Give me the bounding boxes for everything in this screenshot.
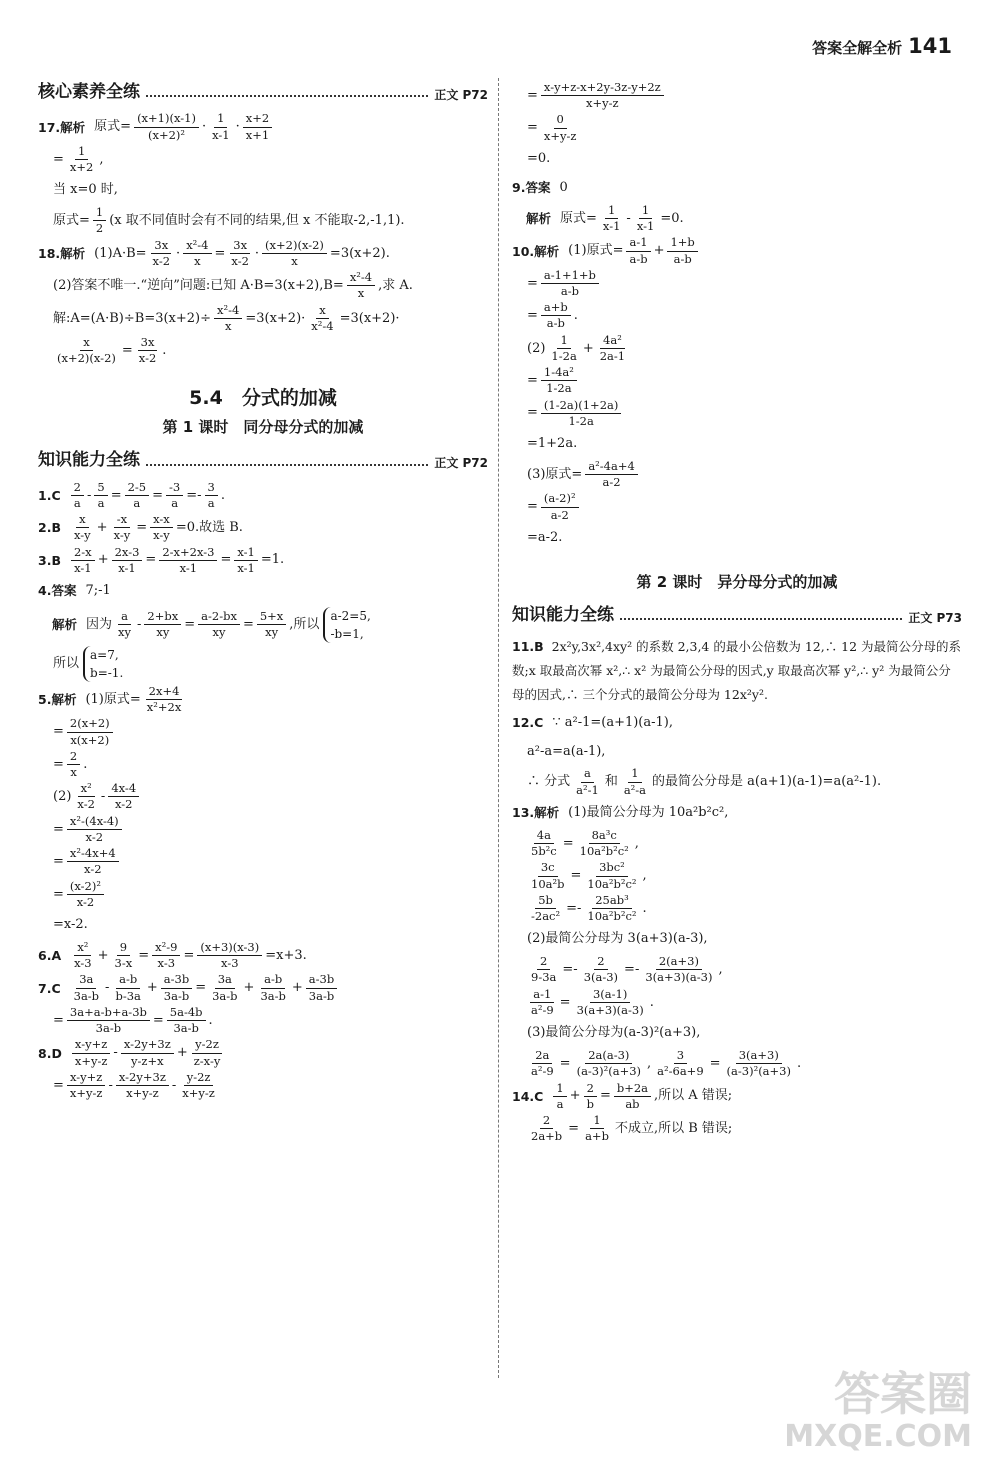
fraction: $\frac{2+bx}{xy}$ [144,610,181,639]
fraction: $\frac{x}{x-y}$ [73,512,91,543]
lesson-title-2: 第 2 课时 异分母分式的加减 [636,572,838,591]
left-column [38,78,488,1103]
answer-7: 7.C $\frac{3a}{3a-b}$ - $\frac{a-b}{b-3a}$ + $\frac{a-3b}{3a-b}$ = $\frac{3a}{3a-b}$ + $\frac{a-b}{3a-b}$ + $\frac{a-3b}{3a-b}$ = $\frac{3a+a-b+a-3b}{3a-b}$ = $\frac{5a-4b}{3a-b}$ . [38,973,488,1035]
fraction: $\frac{5b}{\text{-2ac²}}$ [531,892,561,923]
fraction: $\frac{\text{(x-2)²}}{x-2}$ [67,880,104,909]
fraction: $\frac{\text{8a³c}}{\text{10a²b²c²}}$ [579,827,629,859]
fraction: $\frac{0}{x+y-z}$ [543,112,577,143]
fraction: $\frac{a-b}{3a-b}$ [260,972,286,1003]
answer-13: 13.解析 (1)最简公分母为 10a²b²c², $\frac{4a}{\text{5b²c}}$ = $\frac{\text{8a³c}}{\text{10a²b²c²}}$ , $\frac{3c}{\text{10a²b}}$ = $\frac{\text{3bc²}}{\text{10a²b²c²}}$ , $\frac{5b}{\text{-2ac²}}$ =- $\frac{\text{25ab³}}{\text{10a²b²c²}}$ . (2)最简公分母为 3(a+3)(a-3), $\frac{2}{9-3a}$ =- $\frac{2}{3(a-3)}$ =- $\frac{2(a+3)}{3(a+3)(a-3)}$ , $\frac{a-1}{\text{a²-9}}$ = $\frac{3(a-1)}{3(a+3)(a-3)}$ . (3)最简公分母为(a-3)²(a+3), $\frac{2a}{\text{a²-9}}$ = $\frac{2a(a-3)}{\text{(a-3)²(a+3)}}$ , $\frac{3}{\text{a²-6a+9}}$ = $\frac{3(a+3)}{\text{(a-3)²(a+3)}}$ . [512,805,802,1079]
answer-11: 11.B 2x²y,3x²,4xy² 的系数 2,3,4 的最小公倍数为 12,∴ 12 为最简公分母的系数;x 取最高次幂 x²,∴ x² 为最简公分母的因式,y 取最高次幂 y²,∴ y² 为最简公分母的因式,∴ 三个分式的最简公分母为 12x²y². [512,639,962,702]
fraction: $\frac{2}{9-3a}$ [531,954,557,985]
fraction: $\frac{2a}{\text{a²-9}}$ [531,1048,554,1079]
fraction: $\frac{2x-3}{x-1}$ [112,546,143,575]
fraction: $\frac{\text{x²-9}}{x-3}$ [152,941,180,970]
fraction: $\frac{1}{x+2}$ [69,143,94,175]
fraction: $\frac{(x+1)(x-1)}{\text{(x+2)²}}$ [134,112,199,141]
answer-17: 17.解析 原式= $\frac{(x+1)(x-1)}{\text{(x+2)²}}$ · $\frac{1}{x-1}$ · $\frac{x+2}{x+1}$ = $\frac{1}{x+2}$ , 当 x=0 时, 原式= $\frac{1}{2}$ (x 取不同值时会有不同的结果,但 x 不能取-2,-1,1). [38,111,405,236]
fraction: $\frac{(x+2)(x-2)}{x}$ [262,239,327,268]
fraction: $\frac{2(x+2)}{x(x+2)}$ [67,717,113,746]
fraction: $\frac{a}{\text{a²-1}}$ [576,766,599,797]
section-heading-core: 核心素养全练 正文 P72 [38,82,488,102]
fraction: $\frac{3a}{3a-b}$ [212,972,238,1003]
fraction: $\frac{a-1}{\text{a²-9}}$ [531,986,554,1017]
fraction: $\frac{2}{x}$ [67,750,80,779]
equation-system: a-2=5, -b=1, [323,607,370,643]
fraction: $\frac{2}{3(a-3)}$ [583,954,619,985]
answer-6: 6.A $\frac{\text{x²}}{x-3}$ + $\frac{9}{3-x}$ = $\frac{\text{x²-9}}{x-3}$ = $\frac{(x+3)(x-3)}{x-3}$ =x+3. [38,940,307,971]
fraction: $\frac{x}{\text{x²-4}}$ [311,302,334,333]
fraction: $\frac{5+x}{xy}$ [257,610,286,639]
fraction: $\frac{\text{25ab³}}{\text{10a²b²c²}}$ [587,892,637,923]
fraction: $\frac{1}{2}$ [93,206,106,235]
fraction: $\frac{2}{b}$ [584,1082,597,1111]
fraction: $\frac{9}{3-x}$ [114,940,133,971]
fraction: $\frac{1+b}{a-b}$ [667,236,697,265]
fraction: $\frac{\text{x²-(4x-4)}}{x-2}$ [67,815,122,844]
fraction: $\frac{a+b}{a-b}$ [541,301,571,330]
fraction: $\frac{(1-2a)(1+2a)}{1-2a}$ [541,399,621,428]
page-header [812,34,952,59]
fraction: $\frac{4x-4}{x-2}$ [108,782,139,811]
fraction: $\frac{2-x}{x-1}$ [71,546,95,575]
section-title: 5.4 分式的加减 [189,387,337,410]
fraction: $\frac{5a-4b}{3a-b}$ [167,1006,206,1035]
fraction: $\frac{3(a+3)}{\text{(a-3)²(a+3)}}$ [726,1048,791,1079]
right-column [512,78,962,1146]
fraction: $\frac{2a(a-3)}{\text{(a-3)²(a+3)}}$ [576,1048,642,1079]
fraction: $\frac{y-2z}{z-x-y}$ [193,1037,221,1068]
fraction: $\frac{\text{x²}}{x-3}$ [74,940,92,971]
fraction: $\frac{x-x}{x-y}$ [150,513,173,542]
fraction: $\frac{a-3b}{3a-b}$ [161,973,192,1002]
fraction: $\frac{3}{\text{a²-6a+9}}$ [657,1048,704,1079]
fraction: $\frac{a-b}{b-3a}$ [115,972,141,1003]
fraction: $\frac{x-2y+3z}{y-z+x}$ [121,1038,174,1067]
fraction: $\frac{3x}{x-2}$ [138,335,157,366]
fraction: $\frac{\text{a²-4a+4}}{a-2}$ [585,460,637,489]
fraction: $\frac{3a}{3a-b}$ [73,972,100,1003]
fraction: $\frac{1}{x-1}$ [636,202,655,234]
answer-8: 8.D $\frac{x-y+z}{x+y-z}$ - $\frac{x-2y+3z}{y-z+x}$ + $\frac{y-2z}{z-x-y}$ = $\frac{x-y+z}{x+y-z}$ - $\frac{x-2y+3z}{x+y-z}$ - $\frac{y-2z}{x+y-z}$ [38,1038,488,1100]
fraction: $\frac{2(a+3)}{3(a+3)(a-3)}$ [645,954,713,985]
fraction: $\frac{a-1}{a-b}$ [626,236,650,265]
section-heading-knowledge: 知识能力全练 正文 P72 [38,450,488,471]
answer-12: 12.C ∵ a²-1=(a+1)(a-1), a²-a=a(a-1), ∴ 分式 $\frac{a}{\text{a²-1}}$ 和 $\frac{1}{\text{a²-a}}$ 的最简公分母是 a(a+1)(a-1)=a(a²-1). [512,714,882,797]
answer-10: 10.解析 (1)原式= $\frac{a-1}{a-b}$ + $\frac{1+b}{a-b}$ = $\frac{a-1+1+b}{a-b}$ = $\frac{a+b}{a-b}$ . (2) $\frac{1}{1-2a}$ + $\frac{\text{4a²}}{2a-1}$ = $\frac{\text{1-4a²}}{1-2a}$ = $\frac{(1-2a)(1+2a)}{1-2a}$ =1+2a. (3)原式= $\frac{\text{a²-4a+4}}{a-2}$ = $\frac{\text{(a-2)²}}{a-2}$ =a-2. [512,236,962,551]
fraction: $\frac{3x}{x-2}$ [152,237,171,268]
fraction: $\frac{-x}{x-y}$ [113,512,131,543]
answer-2: 2.B $\frac{x}{x-y}$ + $\frac{-x}{x-y}$ = $\frac{x-x}{x-y}$ =0.故选 B. [38,512,243,543]
answer-14: 14.C $\frac{1}{a}$ + $\frac{2}{b}$ = $\frac{b+2a}{ab}$ ,所以 A 错误; $\frac{2}{2a+b}$ = $\frac{1}{a+b}$ 不成立,所以 B 错误; [512,1080,733,1144]
fraction: $\frac{x}{(x+2)(x-2)}$ [57,335,116,366]
page-number: 141 [908,34,952,58]
fraction: $\frac{(x+3)(x-3)}{x-3}$ [197,941,262,970]
fraction: $\frac{\text{x²-4x+4}}{x-2}$ [67,847,119,876]
fraction: $\frac{3}{a}$ [205,481,218,510]
fraction: $\frac{\text{x²-4}}{x}$ [183,239,211,268]
fraction: $\frac{x+2}{x+1}$ [243,112,272,141]
fraction: $\frac{2-x+2x-3}{x-1}$ [159,546,217,575]
answer-5: 5.解析 (1)原式= $\frac{2x+4}{\text{x²+2x}}$ = $\frac{2(x+2)}{x(x+2)}$ = $\frac{2}{x}$ . (2) $\frac{\text{x²}}{x-2}$ - $\frac{4x-4}{x-2}$ = $\frac{\text{x²-(4x-4)}}{x-2}$ = $\frac{\text{x²-4x+4}}{x-2}$ = $\frac{\text{(x-2)²}}{x-2}$ =x-2. [38,685,488,938]
fraction: $\frac{x-2y+3z}{x+y-z}$ [116,1071,169,1100]
fraction: $\frac{1}{1-2a}$ [551,332,577,363]
fraction: $\frac{3a+a-b+a-3b}{3a-b}$ [67,1006,150,1035]
fraction: $\frac{x-y+z}{x+y-z}$ [67,1071,106,1100]
lesson-title: 第 1 课时 同分母分式的加减 [162,418,364,437]
fraction: $\frac{\text{x²-4}}{x}$ [214,304,242,333]
fraction: $\frac{2x+4}{\text{x²+2x}}$ [146,683,182,715]
equation-system: a=7, b=-1. [83,646,123,682]
fraction: $\frac{4a}{\text{5b²c}}$ [531,827,557,859]
fraction: $\frac{a}{xy}$ [118,609,132,640]
fraction: $\frac{\text{x²}}{x-2}$ [77,781,95,812]
fraction: $\frac{-3}{a}$ [166,481,183,510]
fraction: $\frac{\text{3bc²}}{\text{10a²b²c²}}$ [587,860,637,891]
fraction: $\frac{\text{(a-2)²}}{a-2}$ [541,492,579,521]
fraction: $\frac{a-1+1+b}{a-b}$ [541,269,599,298]
fraction: $\frac{a-3b}{3a-b}$ [306,973,337,1002]
column-divider [498,78,499,1378]
fraction: $\frac{x-1}{x-1}$ [234,546,258,575]
fraction: $\frac{\text{4a²}}{2a-1}$ [599,332,626,363]
fraction: $\frac{3c}{\text{10a²b}}$ [531,860,565,891]
section-heading-knowledge-2: 知识能力全练 正文 P73 [512,604,962,625]
fraction: $\frac{1}{a}$ [553,1082,566,1111]
fraction: $\frac{3x}{x-2}$ [231,237,249,268]
fraction: $\frac{5}{a}$ [94,481,107,510]
answer-9: 9.答案 0 解析 原式= $\frac{1}{x-1}$ - $\frac{1}{x-1}$ =0. [512,180,684,234]
fraction: $\frac{2}{2a+b}$ [531,1112,563,1144]
fraction: $\frac{1}{a+b}$ [585,1112,609,1144]
fraction: $\frac{x-y+z-x+2y-3z-y+2z}{x+y-z}$ [541,81,664,110]
fraction: $\frac{2-5}{a}$ [125,481,150,510]
fraction: $\frac{\text{x²-4}}{x}$ [347,271,375,300]
fraction: $\frac{1}{x-1}$ [212,111,230,142]
fraction: $\frac{2}{a}$ [71,481,84,510]
answer-1: 1.C $\frac{2}{a}$ - $\frac{5}{a}$ = $\frac{2-5}{a}$ = $\frac{-3}{a}$ =- $\frac{3}{a}$ . [38,479,225,510]
fraction: $\frac{x-y+z}{x+y-z}$ [72,1038,111,1067]
fraction: $\frac{y-2z}{x+y-z}$ [182,1069,215,1100]
watermark: 答案圈 MXQE.COM [784,1367,972,1454]
answer-8-continued: = $\frac{x-y+z-x+2y-3z-y+2z}{x+y-z}$ = $\frac{0}{x+y-z}$ =0. [512,81,962,172]
fraction: $\frac{3(a-1)}{3(a+3)(a-3)}$ [576,986,644,1017]
answer-18: 18.解析 (1)A·B= $\frac{3x}{x-2}$ · $\frac{\text{x²-4}}{x}$ = $\frac{3x}{x-2}$ · $\frac{(x+2)(x-2)}{x}$ =3(x+2). (2)答案不唯一.“逆向”问题:已知 A·B=3(x+2),B= $\frac{\text{x²-4}}{x}$ ,求 A. 解:A=(A·B)÷B=3(x+2)÷ $\frac{\text{x²-4}}{x}$ =3(x+2)· $\frac{x}{\text{x²-4}}$ =3(x+2)· $\frac{x}{(x+2)(x-2)}$ = $\frac{3x}{x-2}$ . [38,237,413,366]
answer-3: 3.B $\frac{2-x}{x-1}$ + $\frac{2x-3}{x-1}$ = $\frac{2-x+2x-3}{x-1}$ = $\frac{x-1}{x-1}$ =1. [38,544,285,575]
answer-4: 4.答案 7;-1 解析 因为 $\frac{a}{xy}$ - $\frac{2+bx}{xy}$ = $\frac{a-2-bx}{xy}$ = $\frac{5+x}{xy}$ ,所以 a-2=5, -b=1, 所以 a=7, b=-1. [38,583,371,680]
fraction: $\frac{b+2a}{ab}$ [614,1082,651,1111]
fraction: $\frac{a-2-bx}{xy}$ [198,610,240,639]
fraction: $\frac{\text{1-4a²}}{1-2a}$ [541,366,577,395]
header-title: 答案全解全析 [812,39,903,57]
fraction: $\frac{1}{x-1}$ [602,202,621,234]
fraction: $\frac{1}{\text{a²-a}}$ [623,766,647,797]
